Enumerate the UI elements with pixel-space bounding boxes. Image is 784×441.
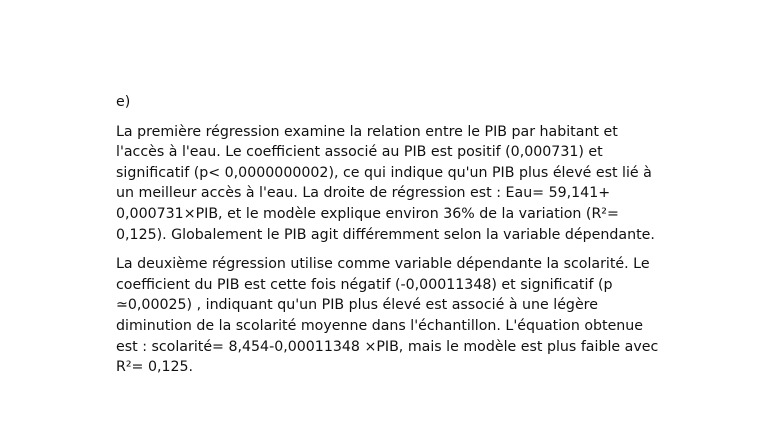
paragraph-regression-schooling: La deuxième régression utilise comme variable dépendante la scolarité. Le coefficient du PIB est cette fois négatif (-0,00011348) et significatif (p ≃0,00025) , indiquant qu'un PIB plus élevé est associé à une légère diminution de la scolarité moyenne dans l'échantillon. L'équation obtenue est : scolarité= 8,454-0,00011348 ×PIB, mais le modèle est plus faible avec R²= 0,125. (116, 256, 659, 376)
section-label: e) (116, 94, 131, 110)
paragraph-regression-water: La première régression examine la relation entre le PIB par habitant et l'accès à l'eau. Le coefficient associé au PIB est positif (0,000731) et significatif (p< 0,0000000002), ce qui indique qu'un PIB plus élevé est lié à un meilleur accès à l'eau. La droite de régression est : Eau= 59,141+ 0,000731×PIB, et le modèle explique environ 36% de la variation (R²= 0,125). Globalement le PIB agit différemment selon la variable dépendante. (116, 123, 655, 243)
slide-content (116, 92, 664, 387)
